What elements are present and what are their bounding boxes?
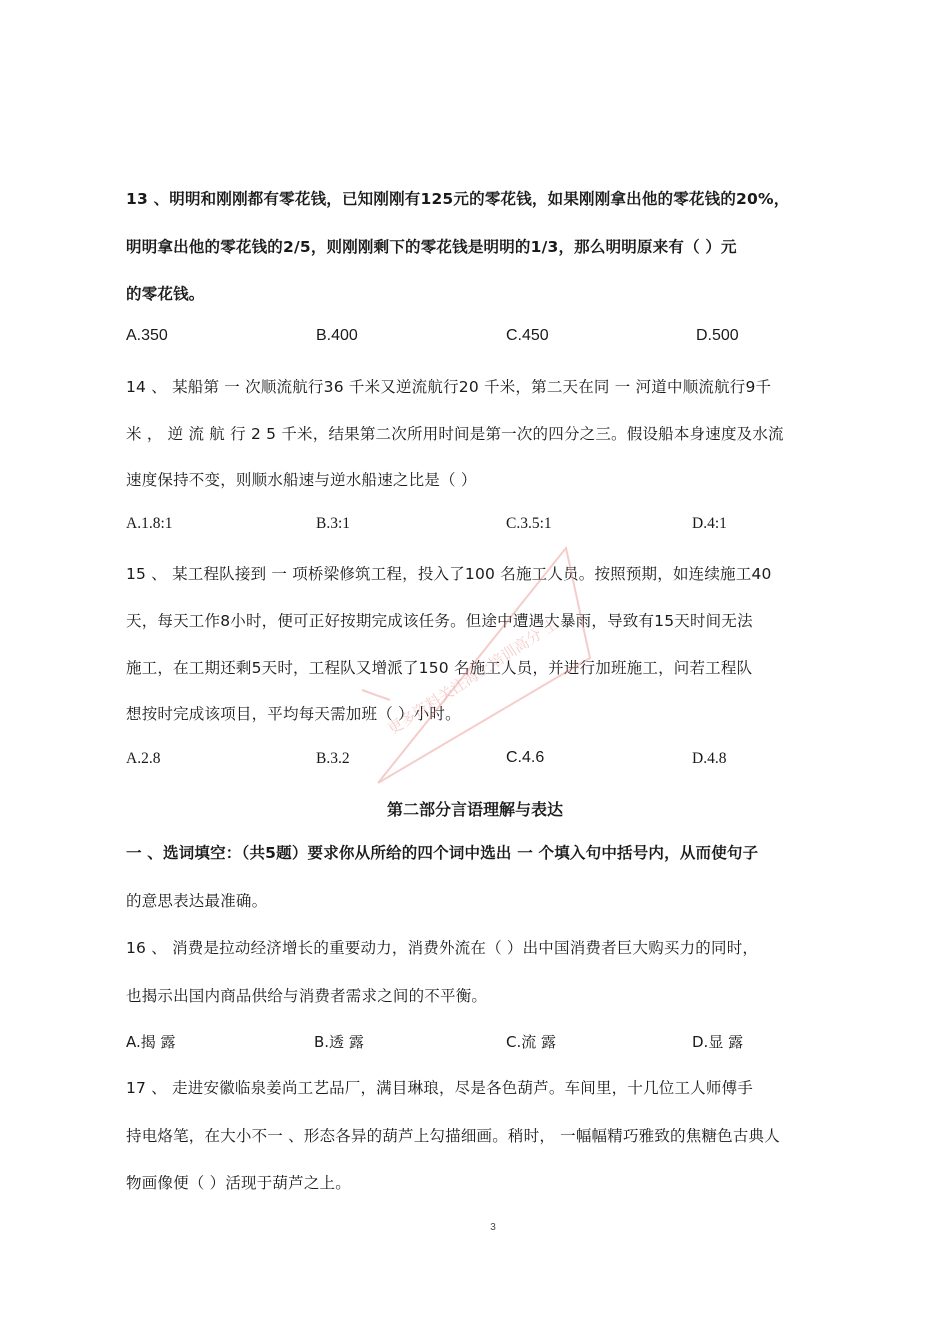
q16-option-b: B.透 露 (314, 1033, 364, 1051)
q15-option-d: D.4.8 (692, 750, 727, 767)
q15-option-c: C.4.6 (506, 749, 545, 766)
section-subtitle-line-2: 的意思表达最准确。 (126, 892, 268, 910)
q13-line-3: 的零花钱。 (126, 285, 205, 303)
q13-option-c: C.450 (506, 327, 549, 344)
q14-line-2: 米 ， 逆 流 航 行 2 5 千米，结果第二次所用时间是第一次的四分之三。假设船本身速度及水流 (126, 425, 784, 443)
q13-option-a: A.350 (126, 327, 168, 344)
q16-option-d: D.显 露 (692, 1033, 744, 1051)
q15-line-3: 施工，在工期还剩5天时，工程队又增派了150 名施工人员，并进行加班施工，问若工程队 (126, 659, 753, 677)
q16-line-1: 16 、 消费是拉动经济增长的重要动力，消费外流在（ ）出中国消费者巨大购买力的同时， (126, 939, 759, 957)
q15-line-4: 想按时完成该项目，平均每天需加班（ ）小时。 (126, 705, 461, 723)
q13-line-2: 明明拿出他的零花钱的2/5，则刚刚剩下的零花钱是明明的1/3，那么明明原来有（ ）元 (126, 238, 737, 256)
q14-option-c: C.3.5:1 (506, 515, 552, 532)
q17-line-3: 物画像便（ ）活现于葫芦之上。 (126, 1174, 351, 1192)
q16-option-a: A.揭 露 (126, 1033, 176, 1051)
q14-option-b: B.3:1 (316, 515, 351, 532)
page-number: 3 (490, 1222, 496, 1233)
watermark-text: 更多资料关注海上培训高分 上 (384, 614, 562, 739)
q15-option-b: B.3.2 (316, 750, 350, 767)
q14-line-3: 速度保持不变，则顺水船速与逆水船速之比是（ ） (126, 471, 477, 489)
q13-line-1: 13 、明明和刚刚都有零花钱，已知刚刚有125元的零花钱，如果刚刚拿出他的零花钱的20%， (126, 190, 790, 208)
q15-line-1: 15 、 某工程队接到 一 项桥梁修筑工程，投入了100 名施工人员。按照预期，如连续施工40 (126, 565, 772, 583)
q16-option-c: C.流 露 (506, 1033, 557, 1051)
section-title: 第二部分言语理解与表达 (386, 800, 563, 819)
q13-option-b: B.400 (316, 327, 358, 344)
q16-line-2: 也揭示出国内商品供给与消费者需求之间的不平衡。 (126, 987, 488, 1005)
q17-line-1: 17 、 走进安徽临泉姜尚工艺品厂，满目琳琅，尽是各色葫芦。车间里，十几位工人师傅手 (126, 1079, 753, 1097)
q15-option-a: A.2.8 (126, 750, 161, 767)
q17-line-2: 持电烙笔，在大小不一 、形态各异的葫芦上勾描细画。稍时， 一幅幅精巧雅致的焦糖色古典人 (126, 1127, 780, 1145)
q15-line-2: 天，每天工作8小时，便可正好按期完成该任务。但途中遭遇大暴雨，导致有15天时间无法 (126, 612, 753, 630)
q14-option-d: D.4:1 (692, 515, 727, 532)
section-subtitle-line-1: 一 、选词填空：（共5题）要求你从所给的四个词中选出 一 个填入句中括号内，从而使句子 (126, 844, 759, 862)
q14-line-1: 14 、 某船第 一 次顺流航行36 千米又逆流航行20 千米，第二天在同 一 河道中顺流航行9千 (126, 378, 772, 396)
q14-option-a: A.1.8:1 (126, 515, 173, 532)
q13-option-d: D.500 (696, 327, 739, 344)
